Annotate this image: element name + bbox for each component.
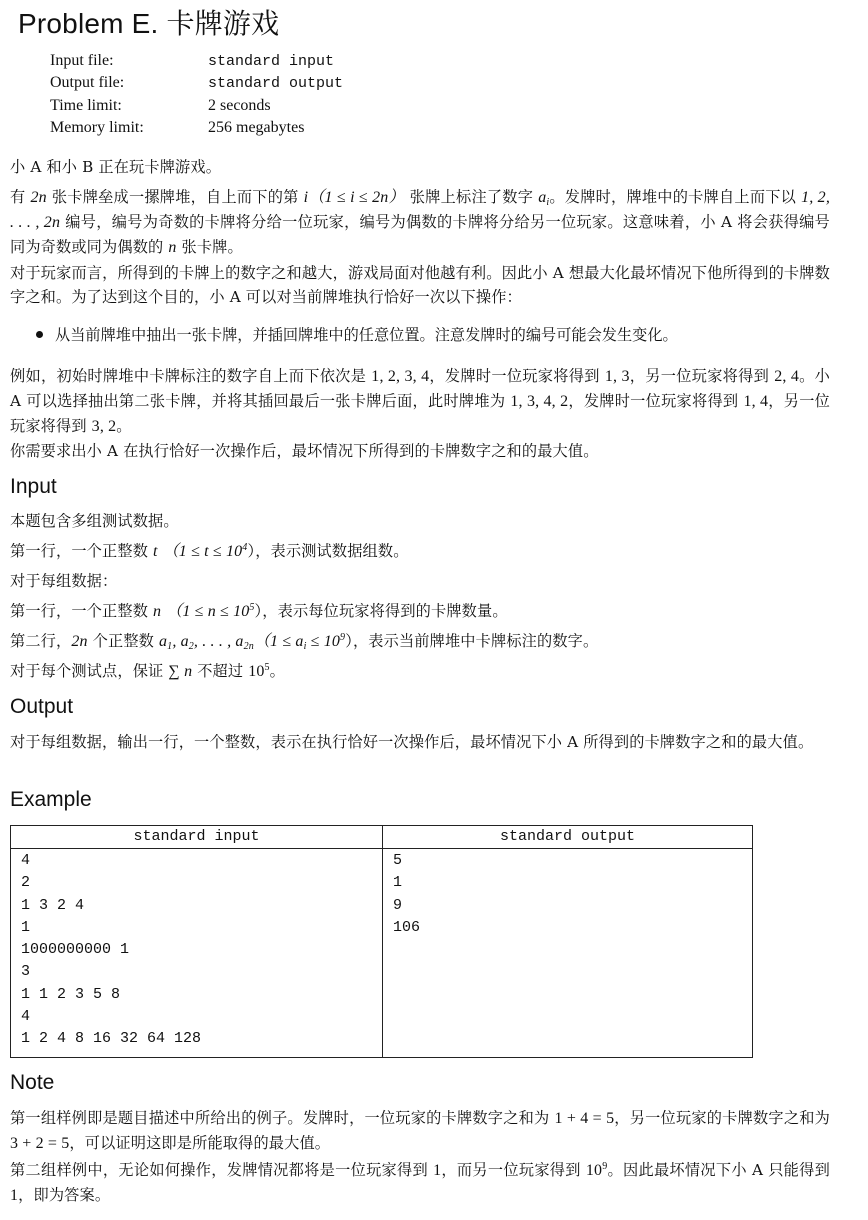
math-superscript: 5 <box>249 602 255 613</box>
statement-paragraph-2 <box>10 185 830 260</box>
sample-input-line: 1 1 2 3 5 8 <box>21 985 121 1003</box>
sample-output-line: 1 <box>393 874 403 892</box>
text-run: 第一行，一个正整数 <box>10 542 149 560</box>
math-run: i（1 ≤ i ≤ 2n） <box>303 189 405 206</box>
input-line-3: 对于每组数据： <box>10 572 118 590</box>
limit-label: Time limit: <box>50 96 122 114</box>
text-run: 。 <box>116 417 132 435</box>
bullet-dot-icon <box>36 331 43 338</box>
math-symbol: , . . . , a <box>193 633 244 650</box>
output-heading: Output <box>10 695 74 718</box>
math-subscript: 2n <box>243 641 254 652</box>
operation-bullet <box>36 323 826 347</box>
sample-input-line: 4 <box>21 1008 31 1026</box>
output-description: 对于每组数据，输出一行，一个整数，表示在执行恰好一次操作后，最坏情况下小 A 所得到的卡牌数字之和的最大值。 <box>10 733 814 751</box>
text-run: ），表示每位玩家将得到的卡牌数量。 <box>254 602 508 620</box>
math-run <box>254 633 345 650</box>
math-symbol: , a <box>172 633 189 650</box>
input-line-5 <box>10 629 830 654</box>
math-run <box>166 603 254 620</box>
input-heading: Input <box>10 475 57 498</box>
text-run: ），表示当前牌堆中卡牌标注的数字。 <box>345 632 599 650</box>
math-run <box>159 633 254 650</box>
limit-row-output-file <box>50 72 343 94</box>
math-superscript: 5 <box>264 662 270 673</box>
text-run: ，另一位玩家的卡牌数字之和为 <box>614 1109 830 1127</box>
math-run: 1 <box>433 1162 442 1179</box>
text-run: 张卡牌垒成一摞牌堆，自上而下的第 <box>51 188 299 206</box>
input-line-6 <box>10 659 830 684</box>
sample-output-line: 106 <box>393 918 421 936</box>
limit-value: 2 seconds <box>208 96 271 114</box>
sample-output-line: 9 <box>393 896 403 914</box>
text-run: 第二组样例中，无论如何操作，发牌情况都将是一位玩家得到 <box>10 1161 428 1179</box>
math-subscript: i <box>546 197 550 208</box>
text-run: 。 <box>269 662 286 680</box>
bullet-text: 从当前牌堆中抽出一张卡牌，并插回牌堆中的任意位置。注意发牌时的编号可能会发生变化。 <box>55 326 678 344</box>
limit-value: 256 megabytes <box>208 118 305 136</box>
limit-row-input-file <box>50 50 343 72</box>
text-run: 张牌上标注了数字 <box>409 188 534 206</box>
math-run: 1, 2, . . . , 2n <box>10 189 830 231</box>
problem-title: Problem E. 卡牌游戏 <box>18 8 280 39</box>
input-line-4 <box>10 599 830 624</box>
math-symbol: a <box>159 633 168 650</box>
math-superscript: 9 <box>602 1161 608 1172</box>
text-run: ，即为答案。 <box>18 1186 111 1204</box>
text-run: 个正整数 <box>92 632 155 650</box>
sample-input-line: 3 <box>21 963 31 981</box>
math-run <box>163 543 248 560</box>
text-run: 不超过 <box>197 662 244 680</box>
math-run: 3, 2 <box>91 418 117 435</box>
sample-input-lines <box>11 849 382 1051</box>
text-run: 对于每个测试点，保证 <box>10 662 164 680</box>
text-run: 。发牌时，牌堆中的卡牌自上而下以 <box>549 188 797 206</box>
sample-output-lines <box>383 849 752 939</box>
sample-input-line: 4 <box>21 852 31 869</box>
statement-paragraph-1: 小 A 和小 B 正在玩卡牌游戏。 <box>10 158 222 176</box>
sample-input-line: 1 <box>21 918 31 936</box>
input-line-2 <box>10 539 830 564</box>
math-run: 2n <box>71 633 88 650</box>
math-run <box>248 663 269 680</box>
sample-input-line: 1000000000 1 <box>21 941 130 959</box>
math-run: t <box>153 543 158 560</box>
limit-value: standard output <box>208 75 344 93</box>
sample-input-column <box>11 826 383 1057</box>
math-run: 1, 3, 4, 2 <box>510 393 569 410</box>
sample-input-line: 1 3 2 4 <box>21 896 85 914</box>
math-run: n <box>153 603 162 620</box>
limits-block <box>50 50 343 139</box>
text-run: 第一组样例即是题目描述中所给出的例子。发牌时，一位玩家的卡牌数字之和为 <box>10 1109 550 1127</box>
limit-label: Output file: <box>50 74 125 92</box>
math-subscript: i <box>303 641 307 652</box>
math-run <box>586 1162 607 1179</box>
text-run: ，发牌时一位玩家将得到 <box>429 367 600 385</box>
sample-output-header: standard output <box>383 826 752 849</box>
text-run: 例如，初始时牌堆中卡牌标注的数字自上而下依次是 <box>10 367 367 385</box>
statement-paragraph-4 <box>10 364 830 439</box>
note-paragraph-1 <box>10 1106 830 1156</box>
note-paragraph-2 <box>10 1158 830 1208</box>
text-run: 第一行，一个正整数 <box>10 602 149 620</box>
math-run: 1 <box>10 1187 19 1204</box>
sample-output-line: 5 <box>393 852 403 869</box>
math-run: n <box>168 239 177 256</box>
math-superscript: 9 <box>340 632 346 643</box>
note-heading: Note <box>10 1071 55 1094</box>
sample-output-column <box>383 826 752 1057</box>
input-line-1: 本题包含多组测试数据。 <box>10 512 179 530</box>
math-run: 2, 4 <box>774 368 800 385</box>
math-text: （1 ≤ n ≤ 10 <box>166 603 250 620</box>
math-subscript: 1 <box>167 641 173 652</box>
limit-row-time-limit <box>50 95 343 117</box>
limit-label: Input file: <box>50 52 114 69</box>
math-run: 1 + 4 = 5 <box>554 1110 615 1127</box>
math-run <box>538 189 549 206</box>
sample-input-line: 2 <box>21 874 31 892</box>
text-run: ，另一位玩家将得到 <box>10 392 831 435</box>
statement-paragraph-3: 对于玩家而言，所得到的卡牌上的数字之和越大，游戏局面对他越有利。因此小 A 想最大化最坏情况下他所得到的卡牌数字之和。为了达到这个目的，小 A 可以对当前牌堆执行恰好一次以下操作： <box>10 264 830 306</box>
example-table <box>10 825 753 1058</box>
math-symbol: a <box>538 189 547 206</box>
math-text: （1 ≤ a <box>253 633 304 650</box>
example-heading: Example <box>10 788 92 811</box>
text-run: 第二行， <box>10 632 72 650</box>
text-run: 张卡牌。 <box>181 238 243 256</box>
math-run: 3 + 2 = 5 <box>10 1135 70 1152</box>
statement-paragraph-5: 你需要求出小 A 在执行恰好一次操作后，最坏情况下所得到的卡牌数字之和的最大值。 <box>10 442 599 460</box>
math-superscript: 4 <box>242 542 248 553</box>
math-text: 10 <box>248 663 265 680</box>
limit-row-memory-limit <box>50 117 343 139</box>
math-text: （1 ≤ t ≤ 10 <box>162 543 243 560</box>
math-run: 1, 2, 3, 4 <box>371 368 430 385</box>
sample-input-line: 1 2 4 8 16 32 64 128 <box>21 1030 202 1048</box>
text-run: ，另一位玩家将得到 <box>629 367 770 385</box>
math-run: 1, 4 <box>743 393 769 410</box>
limit-value: standard input <box>208 53 335 70</box>
limit-label: Memory limit: <box>50 118 144 136</box>
math-subscript: 2 <box>188 641 194 652</box>
text-run: ，可以证明这即是所能取得的最大值。 <box>69 1134 331 1152</box>
sample-input-header: standard input <box>11 826 382 849</box>
text-run: 编号，编号为奇数的卡牌将分给一位玩家，编号为偶数的卡牌将分给另一位玩家。这意味着，小 A 将会获得编号同为奇数或同为偶数的 <box>10 213 831 256</box>
text-run: ），表示测试数据组数。 <box>247 542 409 560</box>
math-text: ≤ 10 <box>306 633 341 650</box>
text-run: 。因此最坏情况下小 A 只能得到 <box>607 1161 830 1179</box>
text-run: 有 <box>10 188 26 206</box>
math-run: 2n <box>30 189 47 206</box>
text-run: ，而另一位玩家得到 <box>441 1161 581 1179</box>
math-run: ∑ n <box>168 663 193 680</box>
text-run: ，发牌时一位玩家将得到 <box>568 392 739 410</box>
math-text: 10 <box>585 1162 603 1179</box>
text-run: 。小 A 可以选择抽出第二张卡牌，并将其插回最后一张卡牌后面，此时牌堆为 <box>10 367 831 410</box>
math-run: 1, 3 <box>604 368 630 385</box>
